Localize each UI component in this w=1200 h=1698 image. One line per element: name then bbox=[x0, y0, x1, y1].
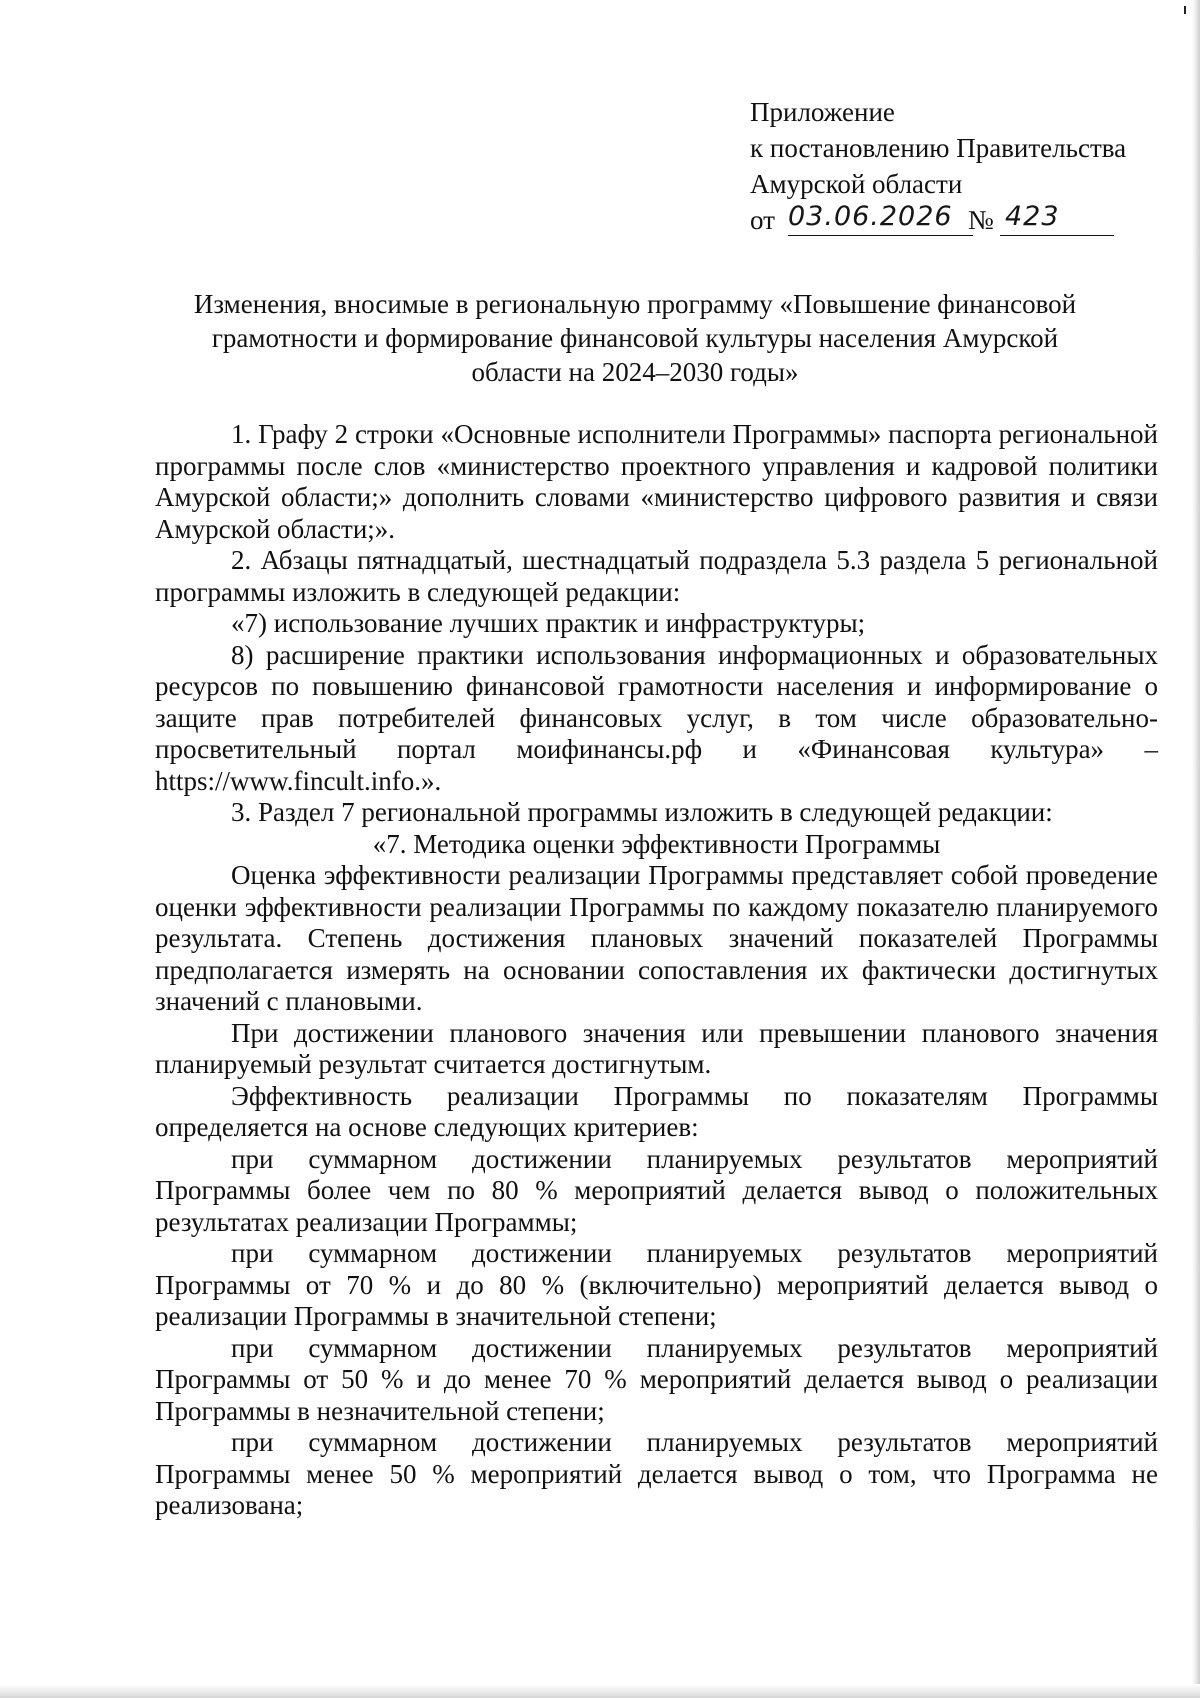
paragraph-3: «7) использование лучших практик и инфраструктуры; bbox=[231, 608, 866, 638]
scan-artifact bbox=[1184, 6, 1186, 14]
section-heading: «7. Методика оценки эффективности Программы bbox=[372, 828, 941, 859]
paragraph-13: при суммарном достижении планируемых результатов мероприятий Программы менее 50 % мероприятий делается вывод о том, что Программа не реализована; bbox=[155, 1427, 1158, 1520]
paragraph-10: при суммарном достижении планируемых результатов мероприятий Программы более чем по 80 % мероприятий делается вывод о положительных результатах реализации Программы; bbox=[155, 1143, 1158, 1237]
paragraph-7: Оценка эффективности реализации Программы представляет собой проведение оценки эффективности реализации Программы по каждому показателю планируемого результата. Степень достижения плановых значений показателей Программы предполагается измерять на основании сопоставления их фактически достигнутых значений с плановыми. bbox=[155, 860, 1158, 1016]
approval-region-line: Амурской области bbox=[750, 169, 963, 199]
approval-heading: Приложение bbox=[750, 97, 895, 127]
document-title bbox=[140, 287, 1130, 389]
handwritten-date: 03.06.2026 bbox=[788, 201, 953, 232]
number-underline bbox=[1000, 235, 1114, 236]
paragraph-1: 1. Графу 2 строки «Основные исполнители Программы» паспорта региональной программы после слов «министерство проектного управления и кадровой политики Амурской области;» дополнить словами «министерство цифрового развития и связи Амурской области;». bbox=[155, 419, 1158, 544]
approval-resolution-line: к постановлению Правительства bbox=[750, 133, 1127, 163]
number-sign: № bbox=[968, 205, 994, 235]
date-underline bbox=[788, 235, 973, 236]
paragraph-11: при суммарном достижении планируемых результатов мероприятий Программы от 70 % и до 80 % (включительно) мероприятий делается вывод о реализации Программы в значительной степени; bbox=[155, 1238, 1158, 1331]
date-prefix: от bbox=[750, 205, 775, 235]
title-line-1: Изменения, вносимые в региональную программу «Повышение финансовой bbox=[193, 289, 1077, 319]
handwritten-number: 423 bbox=[1005, 201, 1060, 232]
title-line-2: грамотности и формирование финансовой культуры населения Амурской bbox=[211, 323, 1059, 353]
scan-edge-right bbox=[1192, 0, 1200, 1698]
paragraph-9: Эффективность реализации Программы по показателям Программы определяется на основе следующих критериев: bbox=[155, 1080, 1158, 1142]
approval-date-number-line bbox=[750, 202, 1170, 238]
title-line-3: области на 2024–2030 годы» bbox=[471, 357, 799, 387]
paragraph-4: 8) расширение практики использования информационных и образовательных ресурсов по повышению финансовой грамотности населения и информирование о защите прав потребителей финансовых услуг, в том числе образовательно-просветительный портал моифинансы.рф и «Финансовая культура» – https://www.fincult.info.». bbox=[155, 639, 1158, 796]
paragraph-8: При достижении планового значения или превышении планового значения планируемый результат считается достигнутым. bbox=[155, 1017, 1158, 1079]
paragraph-5: 3. Раздел 7 региональной программы изложить в следующей редакции: bbox=[231, 797, 1053, 827]
approval-block bbox=[750, 94, 1170, 238]
scan-edge-bottom bbox=[0, 1684, 1200, 1698]
paragraph-12: при суммарном достижении планируемых результатов мероприятий Программы от 50 % и до менее 70 % мероприятий делается вывод о реализации Программы в незначительной степени; bbox=[155, 1332, 1158, 1426]
paragraph-2: 2. Абзацы пятнадцатый, шестнадцатый подраздела 5.3 раздела 5 региональной программы изложить в следующей редакции: bbox=[155, 545, 1158, 607]
document-body bbox=[155, 419, 1158, 1522]
